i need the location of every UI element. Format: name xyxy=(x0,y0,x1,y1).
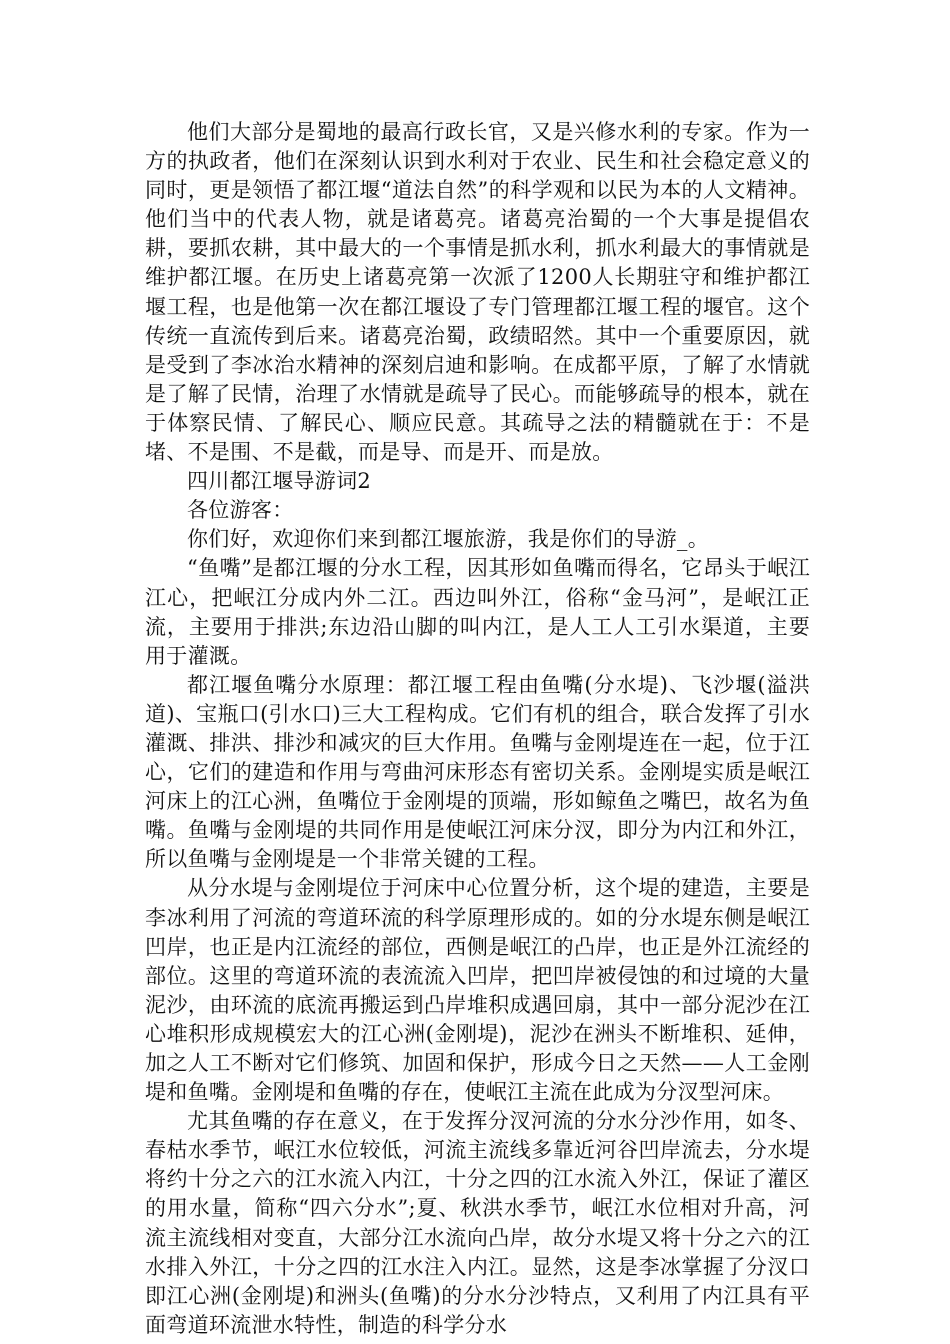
welcome-line: 你们好，欢迎你们来到都江堰旅游，我是你们的导游_。 xyxy=(187,527,709,552)
paragraph-fish-mouth: “鱼嘴”是都江堰的分水工程，因其形如鱼嘴而得名，它昂头于岷江江心，把岷江分成内外二江。西边叫外江，俗称“金马河”，是岷江正流，主要用于排洪;东边沿山脚的叫内江，是人工人工引水渠道，主要用于灌溉。 xyxy=(145,556,810,668)
document-body xyxy=(145,118,810,1340)
paragraph-zhuge-liang: 他们大部分是蜀地的最高行政长官，又是兴修水利的专家。作为一方的执政者，他们在深刻认识到水利对于农业、民生和社会稳定意义的同时，更是领悟了都江堰“道法自然”的科学观和以民为本的人文精神。他们当中的代表人物，就是诸葛亮。诸葛亮治蜀的一个大事是提倡农耕，要抓农耕，其中最大的一个事情是抓水利，抓水利最大的事情就是维护都江堰。在历史上诸葛亮第一次派了1200人长期驻守和维护都江堰工程，也是他第一次在都江堰设了专门管理都江堰工程的堰官。这个传统一直流传到后来。诸葛亮治蜀，政绩昭然。其中一个重要原因，就是受到了李冰治水精神的深刻启迪和影响。在成都平原，了解了水情就是了解了民情，治理了水情就是疏导了民心。而能够疏导的根本，就在于体察民情、了解民心、顺应民意。其疏导之法的精髓就在于：不是堵、不是围、不是截，而是导、而是开、而是放。 xyxy=(145,120,810,465)
paragraph-water-sand-split: 尤其鱼嘴的存在意义，在于发挥分汊河流的分水分沙作用，如冬、春枯水季节，岷江水位较低，河流主流线多靠近河谷凹岸流去，分水堤将约十分之六的江水流入内江，十分之四的江水流入外江，保证了灌区的用水量，简称“四六分水”;夏、秋洪水季节，岷江水位相对升高，河流主流线相对变直，大部分江水流向凸岸，故分水堤又将十分之六的江水排入外江，十分之四的江水注入内江。显然，这是李冰掌握了分汊口即江心洲(金刚堤)和洲头(鱼嘴)的分水分沙特点，又利用了内江具有平面弯道环流泄水特性，制造的科学分水 xyxy=(145,1109,810,1337)
paragraph-bend-circulation: 从分水堤与金刚堤位于河床中心位置分析，这个堤的建造，主要是李冰利用了河流的弯道环流的科学原理形成的。如的分水堤东侧是岷江凹岸，也正是内江流经的部位，西侧是岷江的凸岸，也正是外江流经的部位。这里的弯道环流的表流流入凹岸，把凹岸被侵蚀的和过境的大量泥沙，由环流的底流再搬运到凸岸堆积成遇回扇，其中一部分泥沙在江心堆积形成规模宏大的江心洲(金刚堤)，泥沙在洲头不断堆积、延伸，加之人工不断对它们修筑、加固和保护，形成今日之天然——人工金刚堤和鱼嘴。金刚堤和鱼嘴的存在，使岷江主流在此成为分汊型河床。 xyxy=(145,876,810,1105)
greeting: 各位游客： xyxy=(187,498,294,523)
section-heading: 四川都江堰导游词2 xyxy=(187,469,372,494)
paragraph-diversion-principle: 都江堰鱼嘴分水原理：都江堰工程由鱼嘴(分水堤)、飞沙堰(溢洪道)、宝瓶口(引水口)三大工程构成。它们有机的组合，联合发挥了引水灌溉、排洪、排沙和减灾的巨大作用。鱼嘴与金刚堤连在一起，位于江心，它们的建造和作用与弯曲河床形态有密切关系。金刚堤实质是岷江河床上的江心洲，鱼嘴位于金刚堤的顶端，形如鲸鱼之嘴巴，故名为鱼嘴。鱼嘴与金刚堤的共同作用是使岷江河床分汊，即分为内江和外江，所以鱼嘴与金刚堤是一个非常关键的工程。 xyxy=(145,672,810,872)
